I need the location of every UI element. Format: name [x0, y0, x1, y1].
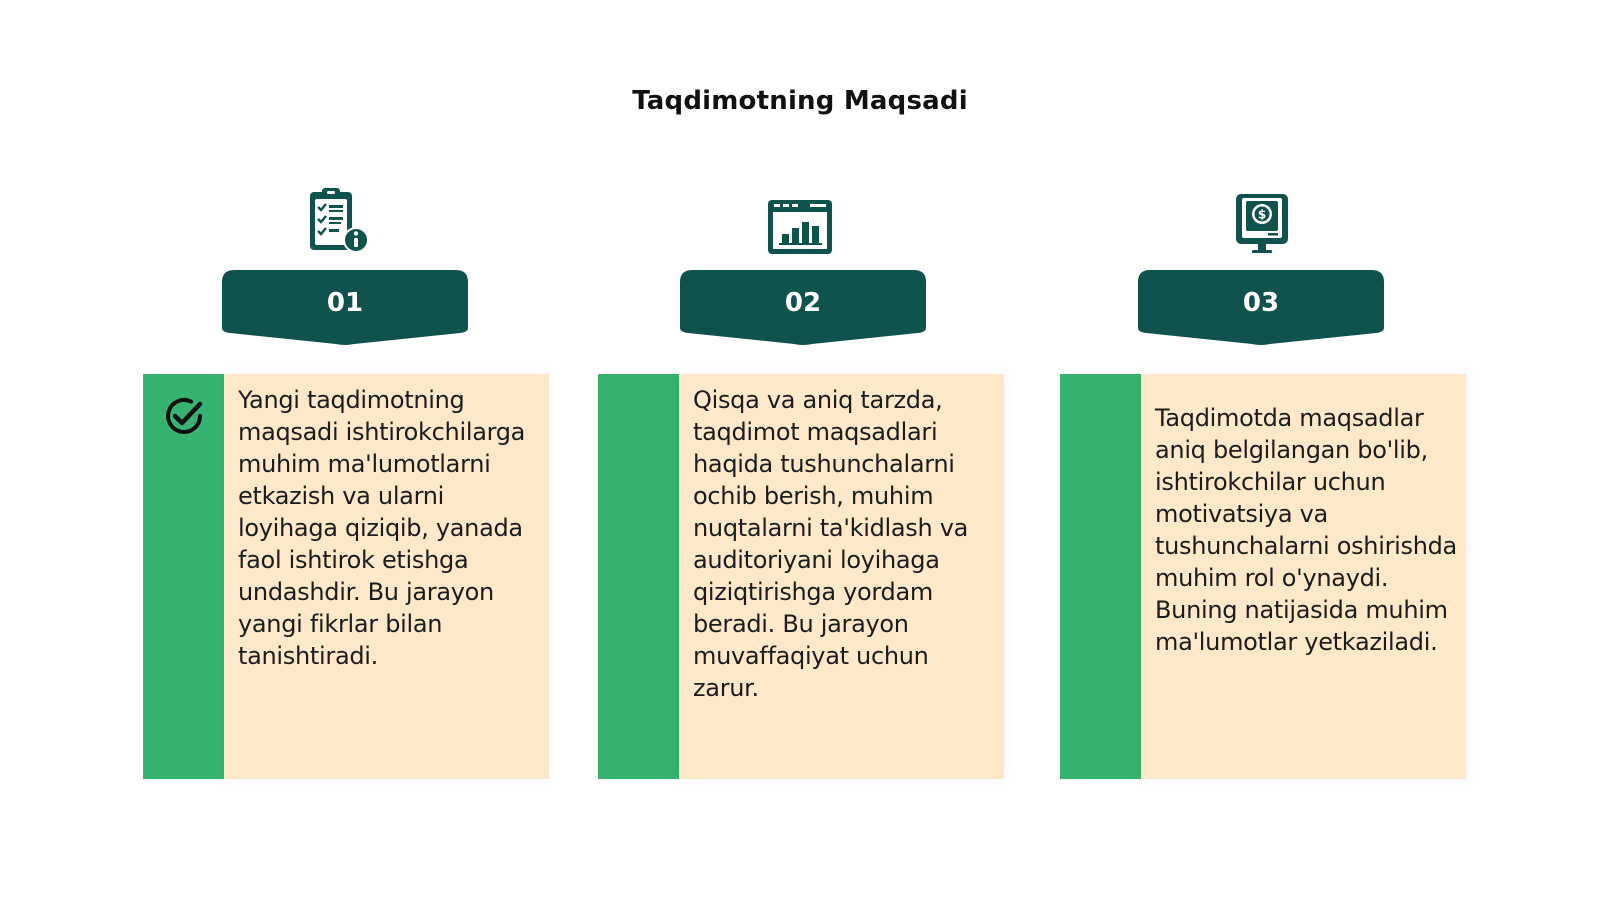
step-number: 02	[784, 288, 822, 318]
card-accent-bar	[1060, 374, 1141, 779]
clipboard-checklist-info-icon	[302, 186, 374, 258]
step-badge-03	[1138, 270, 1384, 352]
browser-bar-chart-icon	[764, 190, 836, 262]
step-number: 01	[326, 288, 364, 318]
card-text: Taqdimotda maqsadlar aniq belgilangan bo'lib, ishtirokchilar uchun motivatsiya va tushunchalarni oshirishda muhim rol o'ynaydi. Buning natijasida muhim ma'lumotlar yetkaziladi.	[1155, 404, 1457, 656]
monitor-dollar-icon	[1226, 188, 1298, 260]
slide-title: Taqdimotning Maqsadi	[632, 86, 968, 116]
goal-card-3	[1060, 374, 1466, 779]
step-badge-01	[222, 270, 468, 352]
check-circle-icon	[160, 392, 208, 440]
card-accent-bar	[598, 374, 679, 779]
card-accent-bar	[143, 374, 224, 779]
step-badge-02	[680, 270, 926, 352]
card-body	[679, 374, 1004, 779]
card-text: Yangi taqdimotning maqsadi ishtirokchilarga muhim ma'lumotlarni etkazish va ularni loyihaga qiziqib, yanada faol ishtirok etishga undashdir. Bu jarayon yangi fikrlar bilan tanishtiradi.	[238, 386, 526, 670]
card-body	[1141, 374, 1466, 779]
card-text: Qisqa va aniq tarzda, taqdimot maqsadlari haqida tushunchalarni ochib berish, muhim nuqtalarni ta'kidlash va auditoriyani loyihaga qiziqtirishga yordam beradi. Bu jarayon muvaffaqiyat uchun zarur.	[693, 386, 969, 702]
goal-card-2	[598, 374, 1004, 779]
card-body	[224, 374, 549, 779]
svg-text:$: $	[1257, 207, 1267, 222]
step-number: 03	[1242, 288, 1280, 318]
goal-card-1	[143, 374, 549, 779]
